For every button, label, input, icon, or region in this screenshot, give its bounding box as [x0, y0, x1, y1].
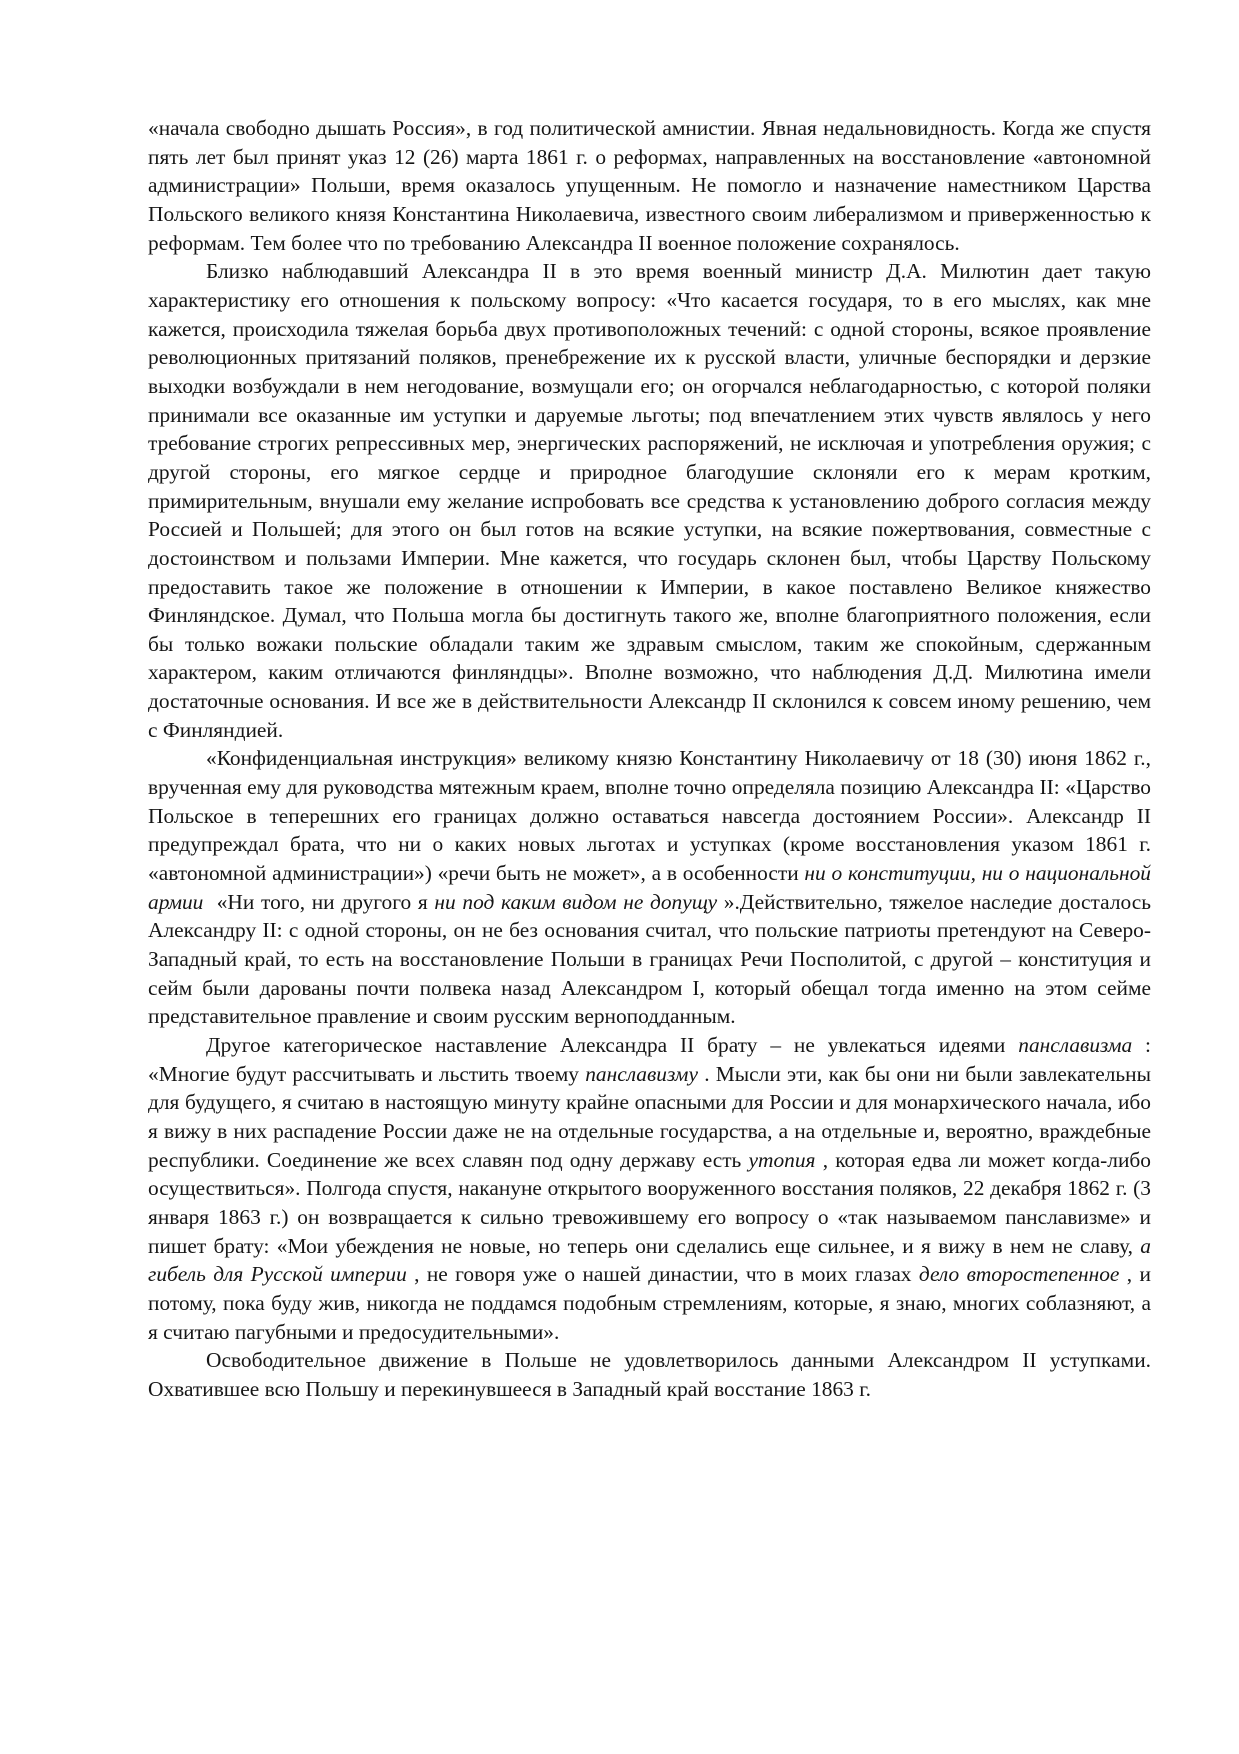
paragraph-3-text: «Конфиденциальная инструкция» великому князю Константину Николаевичу от 18 (30) июня 1862 г., врученная ему для руководства мятежным краем, вполне точно определяла позицию Александра II: «Царство Польское в теперешних его границах должно оставаться навсегда достоянием России». Александр II предупреждал брата, что ни о каких новых льготах и уступках (кроме восстановления указом 1861 г. «автономной администрации») «речи быть не может», а в особенности	[148, 746, 1151, 886]
paragraph-4-text: : «Многие будут рассчитывать и льстить твоему	[148, 1033, 1151, 1086]
paragraph-3	[148, 744, 1151, 1031]
paragraph-4-text: , которая едва ли может когда-либо осуществиться». Полгода спустя, накануне открытого вооруженного восстания поляков, 22 декабря 1862 г. (3 января 1863 г.) он возвращается к сильно тревожившему его вопросу о «так называемом панславизме» и пишет брату: «Мои убеждения не новые, но теперь они сделались еще сильнее, и я вижу в нем не славу,	[148, 1147, 1151, 1258]
paragraph-1-text: «начала свободно дышать Россия», в год политической амнистии. Явная недальновидность. Когда же спустя пять лет был принят указ 12 (26) марта 1861 г. о реформах, направленных на восстановление «автономной администрации» Польши, время оказалось упущенным. Не помогло и назначение наместником Царства Польского великого князя Константина Николаевича, известного своим либерализмом и приверженностью к реформам. Тем более что по требованию Александра II военное положение сохранялось.	[148, 116, 1151, 255]
paragraph-3-text: «Ни того, ни другого я	[203, 889, 435, 914]
paragraph-4	[148, 1031, 1151, 1346]
paragraph-3-italic-phrase: ни под каким видом не допущу	[434, 889, 718, 914]
paragraph-5	[148, 1346, 1151, 1403]
paragraph-3-text: ».Действительно, тяжелое наследие досталось Александру II: с одной стороны, он не без основания считал, что польские патриоты претендуют на Северо-Западный край, то есть на восстановление Польши в границах Речи Посполитой, с другой – конституция и сейм были дарованы почти полвека назад Александром I, который обещал тогда именно на этом сейме представительное правление и своим русским верноподданным.	[148, 889, 1151, 1029]
paragraph-4-text: . Мысли эти, как бы они ни были завлекательны для будущего, я считаю в настоящую минуту крайне опасными для России и для монархического начала, ибо я вижу в них распадение России даже не на отдельные государства, а на отдельные и, вероятно, враждебные республики. Соединение же всех славян под одну державу есть	[148, 1061, 1151, 1172]
paragraph-4-italic-phrase: дело второстепенное	[918, 1262, 1120, 1287]
paragraph-4-text: Другое категорическое наставление Александра II брату – не увлекаться идеями	[206, 1033, 1019, 1057]
paragraph-2	[148, 257, 1151, 744]
paragraph-4-italic-phrase: панславизму	[585, 1061, 698, 1086]
paragraph-4-text: , и потому, пока буду жив, никогда не поддамся подобным стремлениям, которые, я знаю, многих соблазняют, а я считаю пагубными и предосудительными».	[148, 1262, 1151, 1344]
document-page	[148, 114, 1151, 1404]
paragraph-4-italic-phrase: панславизма	[1018, 1033, 1133, 1057]
paragraph-2-text: Близко наблюдавший Александра II в это время военный министр Д.А. Милютин дает такую характеристику его отношения к польскому вопросу: «Что касается государя, то в его мыслях, как мне кажется, происходила тяжелая борьба двух противоположных течений: с одной стороны, всякое проявление революционных притязаний поляков, пренебрежение их к русской власти, уличные беспорядки и дерзкие выходки возбуждали в нем негодование, возмущали его; он огорчался неблагодарностью, с которой поляки принимали все оказанные им уступки и даруемые льготы; под впечатлением этих чувств являлось у него требование строгих репрессивных мер, энергических распоряжений, не исключая и употребления оружия; с другой стороны, его мягкое сердце и природное благодушие склоняли его к мерам кротким, примирительным, внушали ему желание испробовать все средства к установлению доброго согласия между Россией и Польшей; для этого он был готов на всякие уступки, на всякие пожертвования, совместные с достоинством и пользами Империи. Мне кажется, что государь склонен был, чтобы Царству Польскому предоставить такое же положение в отношении к Империи, в какое поставлено Великое княжество Финляндское. Думал, что Польша могла бы достигнуть такого же, вполне благоприятного положения, если бы только вожаки польские обладали таким же здравым смыслом, таким же спокойным, сдержанным характером, каким отличаются финляндцы». Вполне возможно, что наблюдения Д.Д. Милютина имели достаточные основания. И все же в действительности Александр II склонился к совсем иному решению, чем с Финляндией.	[148, 259, 1151, 742]
paragraph-5-text: Освободительное движение в Польше не удовлетворилось данными Александром II уступками. Охватившее всю Польшу и перекинувшееся в Западный край восстание 1863 г.	[148, 1348, 1151, 1401]
paragraph-1	[148, 114, 1151, 257]
paragraph-4-italic-phrase: а гибель для Русской империи	[148, 1233, 1151, 1287]
paragraph-4-italic-phrase: утопия	[748, 1147, 816, 1172]
paragraph-4-text: , не говоря уже о нашей династии, что в моих глазах	[406, 1262, 919, 1287]
paragraph-3-italic-phrase: ни о конституции, ни о национальной армии	[148, 861, 1151, 914]
